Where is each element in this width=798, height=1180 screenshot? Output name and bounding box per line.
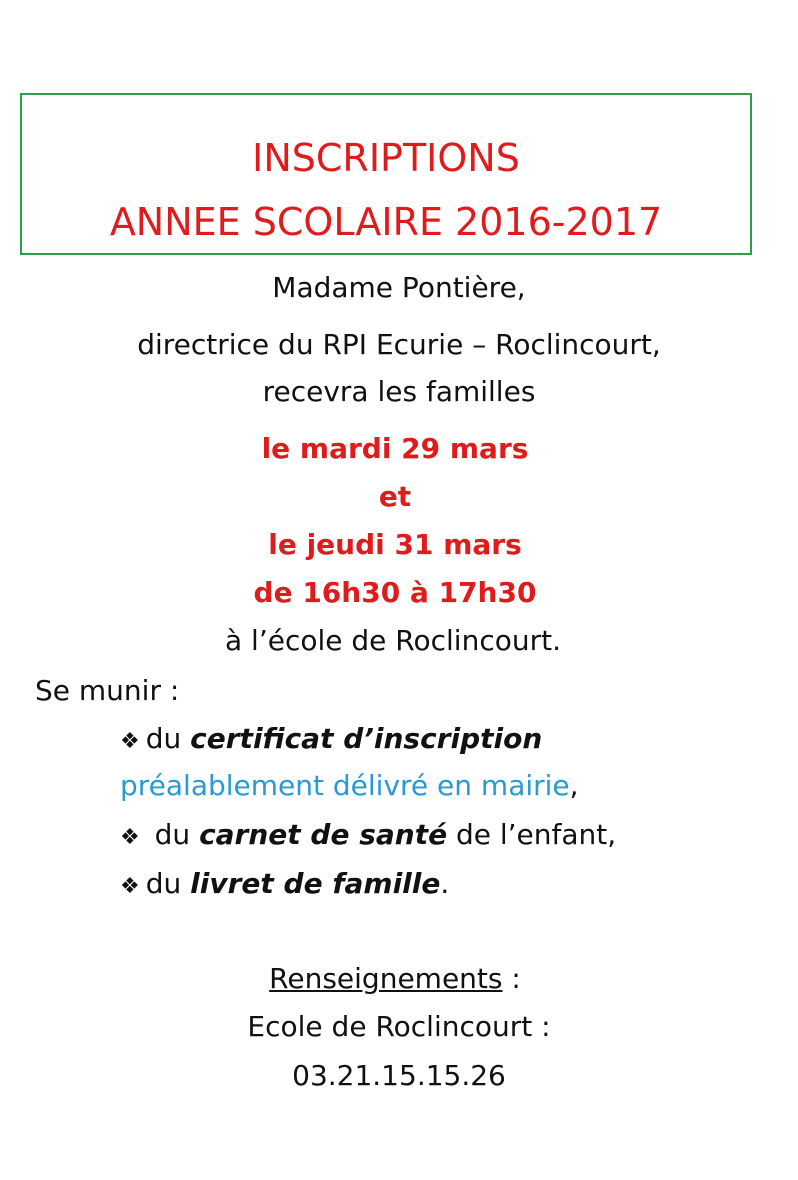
diamond-bullet-icon: ❖ [120, 825, 140, 850]
requirement-suffix: de l’enfant, [447, 818, 617, 851]
contact-label-line [0, 961, 794, 997]
date-and: et [378, 480, 412, 513]
requirement-emphasis: certificat d’inscription [190, 722, 543, 755]
date-1: le mardi 29 mars [261, 432, 529, 465]
requirement-prefix: du [145, 818, 200, 851]
contact-label: Renseignements [269, 962, 503, 995]
requirement-item-2 [120, 817, 616, 856]
title-line-1: INSCRIPTIONS [252, 136, 520, 180]
requirement-continuation: préalablement délivré en mairie [120, 769, 570, 802]
place: à l’école de Roclincourt. [225, 624, 561, 657]
requirement-prefix: du [145, 867, 191, 900]
requirement-emphasis: carnet de santé [199, 818, 448, 851]
requirements-heading: Se munir : [35, 674, 180, 707]
intro-name: Madame Pontière, [272, 271, 526, 304]
title-line-2: ANNEE SCOLAIRE 2016-2017 [109, 200, 663, 244]
requirement-emphasis: livret de famille [190, 867, 441, 900]
date-2: le jeudi 31 mars [268, 528, 522, 561]
requirement-suffix: , [569, 769, 579, 802]
requirement-item-1 [120, 721, 542, 760]
intro-action: recevra les familles [262, 375, 536, 408]
contact-label-suffix: : [502, 962, 521, 995]
hours: de 16h30 à 17h30 [253, 576, 537, 609]
title-box [20, 93, 752, 255]
requirement-item-3 [120, 866, 449, 905]
diamond-bullet-icon: ❖ [120, 729, 140, 754]
requirement-suffix: . [440, 867, 450, 900]
diamond-bullet-icon: ❖ [120, 874, 140, 899]
requirement-item-1-continuation [120, 768, 579, 804]
requirement-prefix: du [145, 722, 191, 755]
contact-school: Ecole de Roclincourt : [247, 1010, 551, 1043]
intro-role: directrice du RPI Ecurie – Roclincourt, [137, 328, 661, 361]
contact-phone: 03.21.15.15.26 [292, 1059, 506, 1092]
